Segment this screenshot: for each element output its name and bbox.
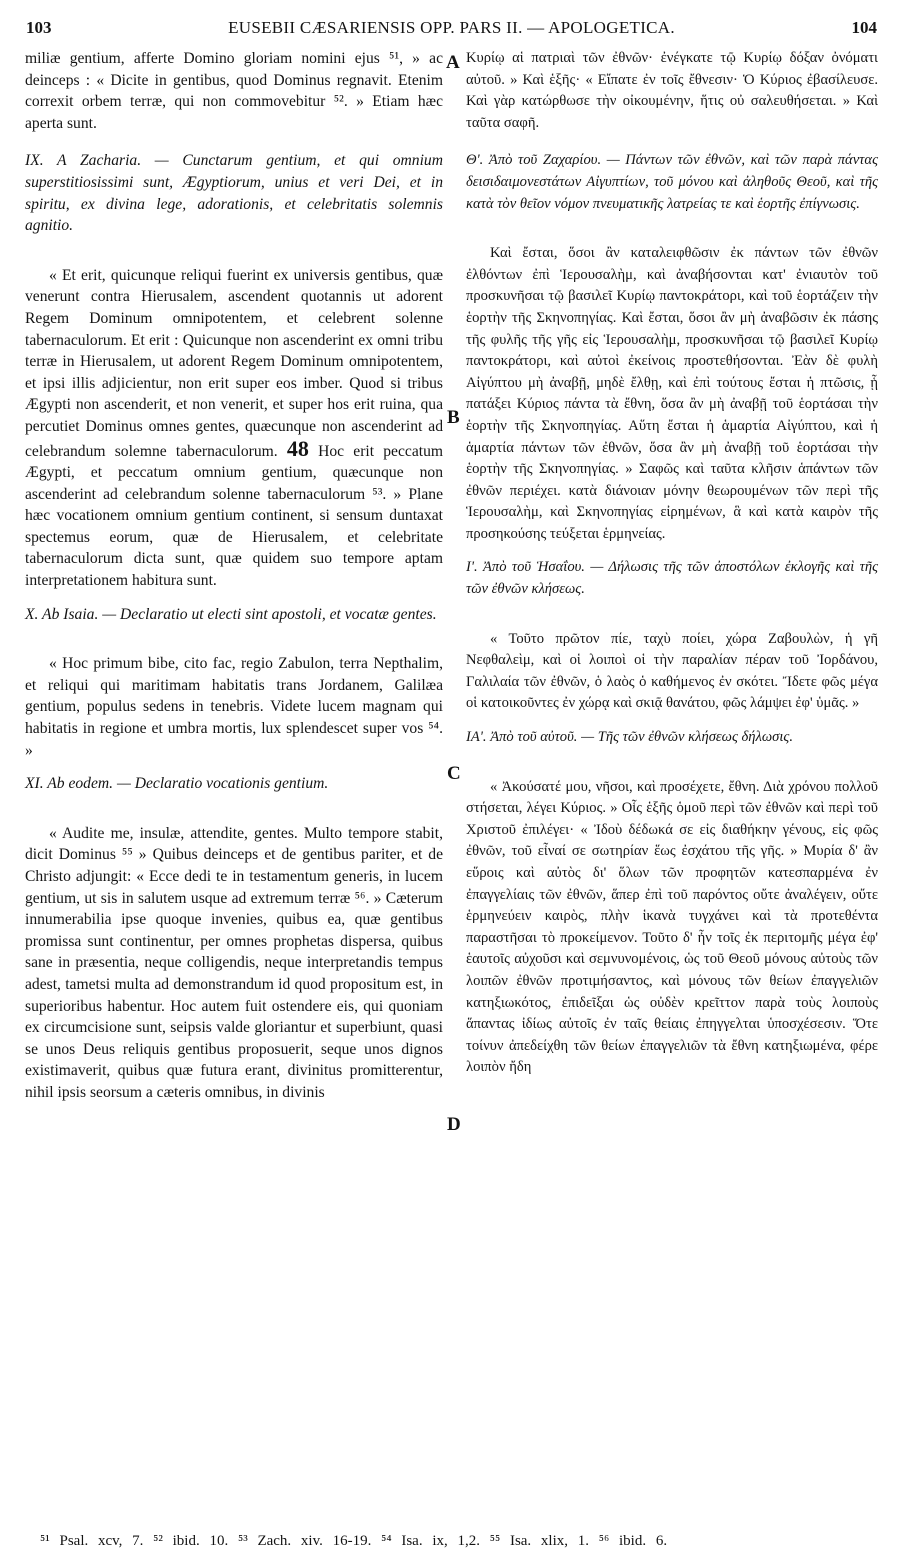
greek-intro: Κυρίῳ αἱ πατριαὶ τῶν ἐθνῶν· ἐνέγκατε τῷ Κυρίῳ δόξαν ὀνόματι αὐτοῦ. » Καὶ ἑξῆς· « Εἴπατε ἐν τοῖς ἔθνεσιν· Ὁ Κύριος ἐβασίλευσε. Καὶ γὰρ κατώρθωσε τὴν οἰκουμένην, ἥτις οὐ σαλευθήσεται. » Καὶ ταῦτα σαφῆ. (466, 50, 878, 131)
latin-section-10-text: « Hoc primum bibe, cito fac, regio Zabulon, terra Nepthalim, et reliqui qui maritimam habitatis trans Jordanem, Galilæa gentium, populus sedens in tenebris. Videte lucem magnam qui habitatis in regione et umbra mortis, lux splendescet super vos ⁵⁴. » (25, 655, 443, 759)
page-number-right: 104 (851, 18, 877, 37)
latin-column (25, 48, 443, 1104)
running-title: EUSEBII CÆSARIENSIS OPP. PARS II. — APOLOGETICA. (228, 18, 675, 37)
greek-section-10-text: « Τοῦτο πρῶτον πίε, ταχὺ ποίει, χώρα Ζαβουλὼν, ἡ γῆ Νεφθαλεὶμ, καὶ οἱ λοιποὶ οἱ τὴν παραλίαν πέραν τοῦ Ἰορδάνου, Γαλιλαία τῶν ἐθνῶν, ὁ λαὸς ὁ καθήμενος ἐν σκότει. Ἴδετε φῶς μέγα οἱ κατοικοῦντες ἐν χώρᾳ καὶ σκιᾷ θανάτου, φῶς λάμψει ἐφ' ὑμᾶς. » (466, 630, 878, 712)
latin-intro: miliæ gentium, afferte Domino gloriam nomini ejus ⁵¹, » ac deinceps : « Dicite in gentibus, quod Dominus regnavit. Etenim correxit orbem terræ, qui non commovebitur ⁵². » Etiam hæc aperta sunt. (25, 50, 443, 132)
latin-section-10-heading: X. Ab Isaia. — Declaratio ut electi sint apostoli, et vocatæ gentes. (25, 605, 437, 623)
greek-section-11-text: « Ἀκούσατέ μου, νῆσοι, καὶ προσέχετε, ἔθνη. Διὰ χρόνου πολλοῦ στήσεται, λέγει Κύριος. » Οἷς ἑξῆς ὁμοῦ περὶ τῶν ἐθνῶν καὶ περὶ τοῦ Χριστοῦ ἐπιλέγει· « Ἰδοὺ δέδωκά σε εἰς διαθήκην γένους, εἰς φῶς ἐθνῶν, τοῦ εἶναί σε σωτηρίαν ἕως ἐσχάτου τῆς γῆς. » Μυρία δ' ἂν εὕροις καὶ αὐτὸς δι' ὅλων τῶν προφητῶν κατεσπαρμένα ἐν ἐπαγγελίαις τῶν ἐθνῶν, ἅπερ ἐπὶ τοῦ παρόντος οὔτε ἀναλέγειν, οὔτε ἑρμηνεύειν καιρὸς, πλὴν ἱκανὰ τυγχάνει καὶ τὰ προτεθέντα παραστῆσαι τὸ προκείμενον. Τοῦτο δ' ἦν τοῖς ἐκ περιτομῆς μέγα ἐφ' ἑαυτοῖς αὐχοῦσι καὶ σεμνυνομένοις, ὡς τοῦ Θεοῦ μόνους αὐτοὺς τῶν λοιπῶν ἐθνῶν προτιμήσαντος, καὶ μόνους τῶν θείων ἐπαγγελιῶν κατηξιωκότος, ἐπιδεῖξαι ὡς οὐδὲν κρεῖττον παρὰ τοὺς λοιποὺς ἅπαντας ἰδίως αὐτοῖς ἐν ταῖς θείαις ἐπηγγελται ὑποσχέσεσιν. Ὅτε τοίνυν ἀπεδείχθη τῶν θείων ἐπαγγελιῶν τὰ ἔθνη κατηξιωμένα, φέρε λοιπὸν ἤδη (466, 778, 878, 1076)
latin-section-11-text: « Audite me, insulæ, attendite, gentes. Multo tempore stabit, dicit Dominus ⁵⁵ » Quibus deinceps et de gentibus pariter, et de Christo adjungit: « Ecce dedi te in testamentum generis, in lucem gentium, ut sis in salutem usque ad extremum terræ ⁵⁶. » Cæterum innumerabilia ipse quoque invenies, quibus ea, quæ gentibus promissa sunt continentur, per omnes prophetas dispersa, quibus sane in præsentia, neque colligendis, neque interpretandis tempus adest, tametsi multa ad demonstrandum id quod propositum est, in superioribus habentur. Hoc autem fuit ostendere eis, qui quoniam ex circumcisione sunt, seipsis valde gloriantur et superbiunt, quasi se unos Deus reliquis gentibus proposuerit, seque unos dignos existimaverit, quibus quæ futura erant, divinitus promitterentur, nihil ipsis seorsum a cæteris omnibus, in divinis (25, 824, 443, 1101)
latin-section-9-text (25, 265, 443, 592)
margin-letter-d: D (447, 1114, 461, 1135)
running-header (22, 18, 881, 44)
latin-section-9-heading: IX. A Zacharia. — Cunctarum gentium, et qui omnium superstitiosissimi sunt, Ægyptiorum, unius et veri Dei, et in spiritu, ex divina lege, adorationis, et celebritatis solemnis agnitio. (25, 152, 443, 235)
latin-section-11-heading: XI. Ab eodem. — Declaratio vocationis gentium. (25, 775, 329, 793)
margin-letter-b: B (447, 407, 460, 428)
greek-section-9-text: Καὶ ἔσται, ὅσοι ἂν καταλειφθῶσιν ἐκ πάντων τῶν ἐθνῶν ἐλθόντων ἐπὶ Ἱερουσαλὴμ, καὶ ἀναβήσονται κατ' ἐνιαυτὸν τοῦ προσκυνῆσαι τῷ βασιλεῖ Κυρίῳ παντοκράτορι, καὶ τοῦ ἑορτάζειν τὴν ἑορτὴν τῆς Σκηνοπηγίας. Καὶ ἔσται, ὅσοι ἂν μὴ ἀναβῶσιν ἐκ πάσης τῆς φυλῆς τῆς γῆς εἰς Ἱερουσαλὴμ, προσκυνῆσαι τῷ βασιλεῖ Κυρίῳ παντοκράτορι, καὶ αὐτοὶ ἐκείνοις προστεθήσονται. Ἐὰν δὲ φυλὴ Αἰγύπτου μὴ ἀναβῇ, μηδὲ ἔλθῃ, καὶ ἐπὶ τούτους ἔσται ἡ πτῶσις, ᾗ πατάξει Κύριος πάντα τὰ ἔθνη, ὅσα ἂν μὴ ἀναβῇ τοῦ ἑορτάσαι τὴν ἑορτὴν τῆς Σκηνοπηγίας. Αὕτη ἔσται ἡ ἁμαρτία Αἰγύπτου, καὶ ἡ ἁμαρτία πάντων τῶν ἐθνῶν, ὅσα ἂν μὴ ἀναβῇ τοῦ ἑορτάσαι τὴν ἑορτὴν τῆς Σκηνοπηγίας. » Σαφῶς καὶ ταῦτα κλῆσιν ἁπάντων τῶν ἐθνῶν περιέχει. κατὰ διάνοιαν μόνην θεωρουμένων τῶν περὶ τῆς Ἱερουσαλὴμ, καὶ Σκηνοπηγίας εἰρημένων, ἃ καὶ κατὰ καιρὸν τῆς προσηκούσης τεύξεται ἑρμηνείας. (466, 245, 878, 542)
page-number-left: 103 (26, 18, 52, 37)
margin-letter-a: A (446, 52, 460, 73)
latin-section-9-text-b: Hoc erit peccatum Ægypti, et peccatum omnium gentium, quæcunque non ascenderint ad celebrandum solenne tabernaculorum ⁵³. » Plane hæc vocationem omnium gentium continent, si sensum duntaxat spectemus eorum, quæ de Hierusalem, et celebritate tabernaculorum dicta sunt, quæ quidem suo tempore aptam interpretationem habitura sunt. (25, 442, 444, 590)
footnotes: ⁵¹ Psal. xcv, 7. ⁵² ibid. 10. ⁵³ Zach. xiv. 16-19. ⁵⁴ Isa. ix, 1,2. ⁵⁵ Isa. xlix, 1. ⁵⁶ ibid. 6. (40, 1533, 668, 1549)
greek-column (466, 48, 878, 1079)
margin-letter-c: C (447, 763, 461, 784)
column-number: 48 (286, 435, 309, 461)
latin-section-9-text-a: « Et erit, quicunque reliqui fuerint ex universis gentibus, quæ venerunt contra Hierusalem, ascendent quotannis ut adorent Regem Dominum omnipotentem, et celebrent solenne tabernaculorum. Et erit : Quicunque non ascenderint ex omni tribu terræ in Hierusalem, ut adorent Regem Dominum omnipotentem, et ipsi illis adjicientur, non erit super eos imber. Quod si tribus Ægypti non ascenderit, et non venerit, et super hos erit ruina, qua percutiet Dominus omnes gentes, quæcunque non ascenderint ad celebrandum solemne tabernaculorum. (25, 266, 443, 460)
greek-section-11-heading: ΙΑ'. Ἀπὸ τοῦ αὐτοῦ. — Τῆς τῶν ἐθνῶν κλήσεως δήλωσις. (466, 729, 793, 746)
greek-section-10-heading: Ι'. Ἀπὸ τοῦ Ἡσαΐου. — Δήλωσις τῆς τῶν ἀποστόλων ἐκλογῆς καὶ τῆς τῶν ἐθνῶν κλήσεως. (466, 559, 878, 598)
greek-section-9-heading: Θ'. Ἀπὸ τοῦ Ζαχαρίου. — Πάντων τῶν ἐθνῶν, καὶ τῶν παρὰ πάντας δεισιδαιμονεστάτων Αἰγυπτίων, τοῦ μόνου καὶ ἀληθοῦς Θεοῦ, καὶ τῆς κατὰ τὸν θεῖον νόμον πνευματικῆς λατρείας τε καὶ ἑορτῆς ἐπίγνωσις. (466, 152, 878, 212)
